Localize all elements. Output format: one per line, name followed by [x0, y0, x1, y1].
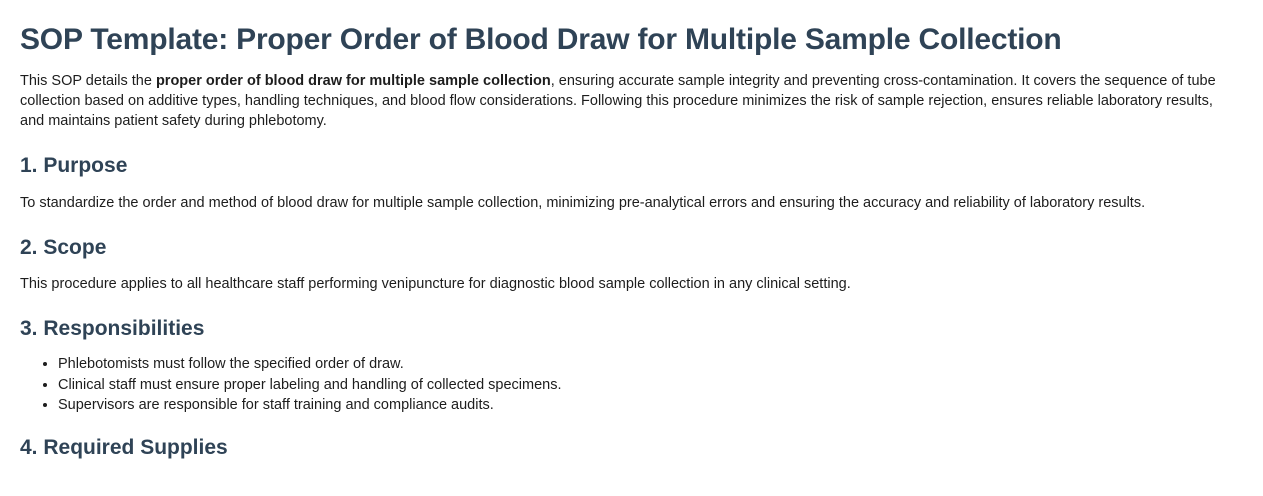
section-paragraph-purpose: To standardize the order and method of blood draw for multiple sample collection, minimizing pre-analytical errors and ensuring the accuracy and reliability of laboratory results.	[20, 194, 1146, 211]
section-heading-scope: 2. Scope	[20, 235, 107, 259]
page-title: SOP Template: Proper Order of Blood Draw for Multiple Sample Collection	[20, 23, 1062, 56]
section-heading-required-supplies: 4. Required Supplies	[20, 435, 228, 459]
intro-text-before: This SOP details the	[20, 73, 156, 90]
list-item: • Phlebotomists must follow the specified order of draw.	[58, 355, 1243, 374]
intro-paragraph	[20, 71, 1235, 131]
section-paragraph-scope: This procedure applies to all healthcare staff performing venipuncture for diagnostic blood sample collection in any clinical setting.	[20, 275, 851, 292]
section-heading-responsibilities: 3. Responsibilities	[20, 316, 205, 340]
section-responsibilities	[20, 316, 1243, 415]
section-required-supplies	[20, 435, 1243, 460]
section-heading-purpose: 1. Purpose	[20, 154, 128, 178]
section-scope	[20, 235, 1243, 294]
list-item: • Supervisors are responsible for staff training and compliance audits.	[58, 396, 1243, 415]
intro-text-bold: proper order of blood draw for multiple sample collection	[155, 73, 551, 90]
intro-text-after: , ensuring accurate sample integrity and preventing cross-contamination. It covers the sequence of tube collection based on additive types, handling techniques, and blood flow considerations. Following this procedure minimizes the risk of sample rejection, ensures reliable laboratory results, and maintains patient safety during phlebotomy.	[20, 73, 1216, 130]
list-item: • Clinical staff must ensure proper labeling and handling of collected specimens.	[58, 376, 1243, 395]
responsibilities-list	[20, 355, 1243, 415]
section-purpose	[20, 153, 1243, 212]
